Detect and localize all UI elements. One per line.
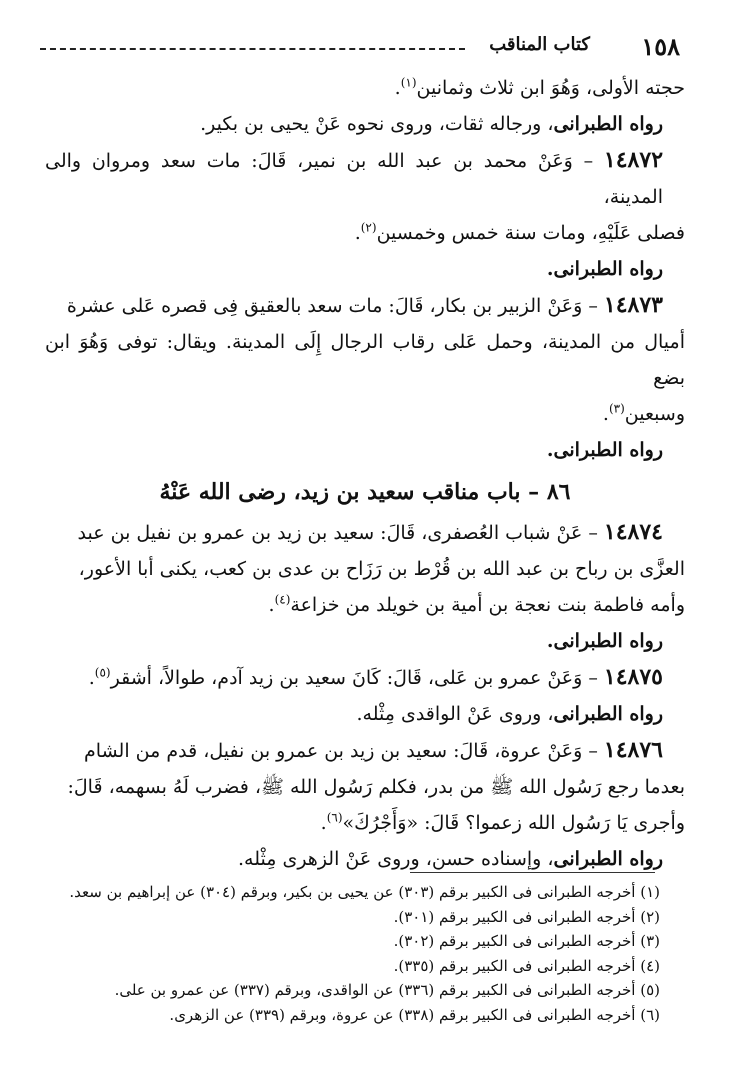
riwaya-line: رواه الطبرانى، ورجاله ثقات، وروى نحوه عَنْ يحيى بن بكير.: [200, 113, 663, 135]
footnote-separator: [410, 872, 655, 873]
footnote-6: (٦) أخرجه الطبرانى فى الكبير برقم (٣٣٨) عن عروة، وبرقم (٣٣٩) عن الزهرى.: [169, 1005, 660, 1024]
header-dashed-rule: [40, 48, 465, 50]
footnote-5: (٥) أخرجه الطبرانى فى الكبير برقم (٣٣٦) عن الواقدى، وبرقم (٣٣٧) عن عمرو بن على.: [114, 981, 660, 999]
page-header: [40, 32, 680, 62]
hadith-14876: ١٤٨٧٦ – وَعَنْ عروة، قَالَ: سعيد بن زيد بن عمرو بن نفيل، قدم من الشام: [84, 737, 663, 763]
footnote-ref: (٦): [326, 810, 343, 825]
footnotes: [40, 880, 660, 1027]
page-number: ١٥٨: [641, 32, 680, 61]
chapter-heading: ٨٦ – باب مناقب سعيد بن زيد، رضى الله عَنْهُ: [159, 479, 571, 505]
text-line: وأجرى يَا رَسُول الله زعموا؟ قَالَ: «وَأَجْرُكَ»$^{(٦)}$.: [320, 810, 685, 834]
hadith-number: ١٤٨٧٤: [603, 519, 663, 545]
text-line: العزَّى بن رباح بن عبد الله بن قُرْط بن رَزَاح بن عدى بن كعب، يكنى أبا الأعور،: [78, 558, 685, 580]
footnote-ref: (٤): [274, 592, 291, 607]
hadith-14872: ١٤٨٧٢ – وَعَنْ محمد بن عبد الله بن نمير، قَالَ: مات سعد ومروان والى المدينة،: [45, 147, 664, 208]
riwaya-line: رواه الطبرانى، وروى عَنْ الواقدى مِثْله.: [356, 703, 663, 725]
footnote-ref: (٥): [94, 665, 111, 680]
book-title: كتاب المناقب: [489, 34, 590, 55]
hadith-number: ١٤٨٧٢: [603, 147, 664, 173]
footnote-3: (٣) أخرجه الطبرانى فى الكبير برقم (٣٠٢).: [393, 932, 660, 950]
hadith-number: ١٤٨٧٥: [603, 664, 663, 690]
hadith-14875: ١٤٨٧٥ – وَعَنْ عمرو بن عَلى، قَالَ: كَانَ سعيد بن زيد آدم، طوالاً، أشقر$^{(٥)}$.: [88, 664, 663, 690]
hadith-number: ١٤٨٧٦: [603, 737, 663, 763]
footnote-1: (١) أخرجه الطبرانى فى الكبير برقم (٣٠٣) عن يحيى بن بكير، وبرقم (٣٠٤) عن إبراهيم بن سعد.: [69, 883, 660, 901]
text-line: حجته الأولى، وَهُوَ ابن ثلاث وثمانين$^{(١)}$.: [394, 75, 685, 99]
riwaya-line: [45, 251, 685, 287]
hadith-14873: ١٤٨٧٣ – وَعَنْ الزبير بن بكار، قَالَ: مات سعد بالعقيق فِى قصره عَلى عشرة: [66, 292, 663, 318]
footnote-ref: (١): [400, 75, 417, 90]
text-line: بعدما رجع رَسُول الله ﷺ من بدر، فكلم رَسُول الله ﷺ، فضرب لَهُ بسهمه، قَالَ:: [67, 776, 685, 798]
riwaya-line: رواه الطبرانى، وإسناده حسن، وروى عَنْ الزهرى مِثْله.: [237, 848, 663, 870]
text-line: أميال من المدينة، وحمل عَلى رقاب الرجال إِلَى المدينة. ويقال: توفى وَهُوَ ابن بضع: [45, 331, 685, 389]
riwaya-line: [45, 623, 685, 659]
riwaya-label: رواه الطبرانى.: [546, 258, 663, 280]
riwaya-label: رواه الطبرانى.: [546, 630, 663, 652]
footnote-4: (٤) أخرجه الطبرانى فى الكبير برقم (٣٣٥).: [393, 956, 660, 975]
text-line: وسبعين$^{(٣)}$.: [602, 401, 685, 425]
footnote-ref: (٢): [360, 220, 377, 235]
riwaya-label: رواه الطبرانى: [553, 113, 663, 135]
riwaya-label: رواه الطبرانى: [553, 848, 663, 870]
riwaya-line: [45, 432, 685, 468]
main-text: [45, 70, 685, 877]
text-line: فصلى عَلَيْهِ، ومات سنة خمس وخمسين$^{(٢)}$.: [354, 220, 685, 244]
hadith-number: ١٤٨٧٣: [603, 292, 663, 318]
footnote-2: (٢) أخرجه الطبرانى فى الكبير برقم (٣٠١).: [393, 907, 660, 926]
riwaya-label: رواه الطبرانى.: [546, 439, 663, 461]
riwaya-label: رواه الطبرانى: [553, 703, 663, 725]
footnote-ref: (٣): [608, 401, 625, 416]
hadith-14874: ١٤٨٧٤ – عَنْ شباب العُصفرى، قَالَ: سعيد بن زيد بن عمرو بن نفيل بن عبد: [77, 519, 663, 545]
text-line: وأمه فاطمة بنت نعجة بن أمية بن خويلد من خزاعة$^{(٤)}$.: [268, 592, 685, 616]
